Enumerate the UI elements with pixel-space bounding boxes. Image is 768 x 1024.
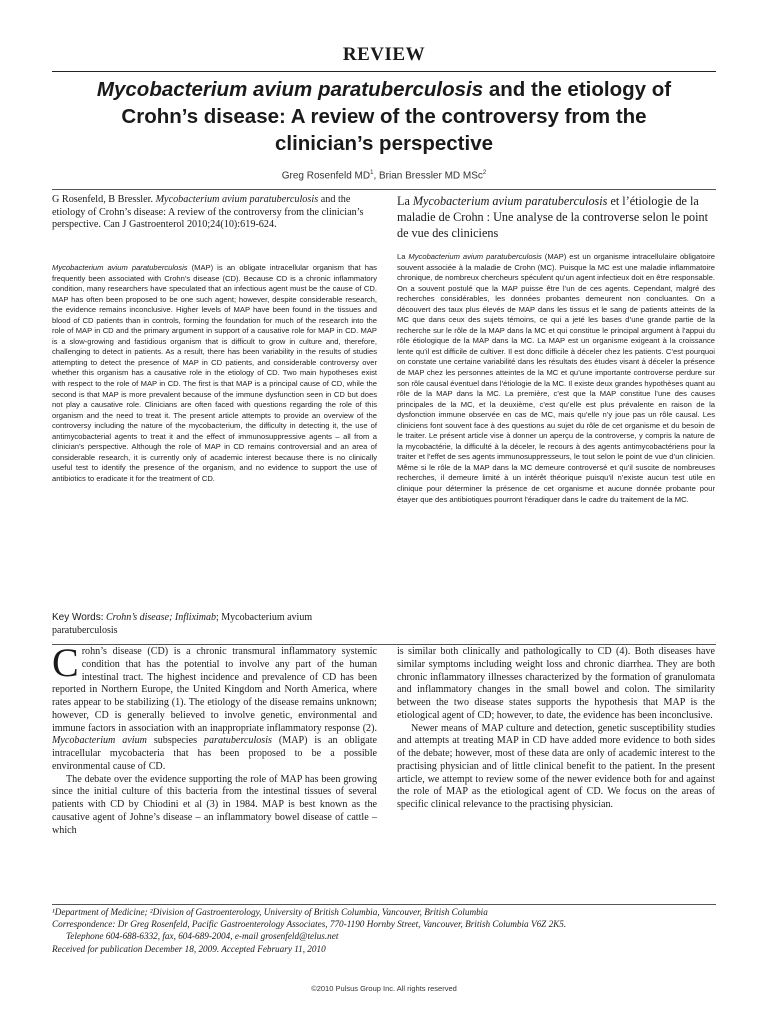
abstract-fr-text: (MAP) est un organisme intracellulaire obligatoire souvent associée à la maladie de Crohn (MC). Puisque la MC est une maladie inflammatoire chronique, de nombreux chercheurs spéculent qu’un agent infectieux doit en être responsable. On a souvent postulé que la MAP puisse être l’un de ces agents. Cependant, malgré des recherches considérables, les données probantes demeurent non concluantes. On a découvert des taux plus élevés de MAP dans les tissus et le sang de patients atteints de la MC que dans ceux des sujets témoins, ce qui a jeté les bases d’une grande partie de la recherche sur le rôle de la MAP dans la MC et qui constitue le principal argument à l’appui du rôle étiologique de la MAP dans la MC. La MAP est un organisme exigeant à la croissance lente qu’il est difficile de cultiver. Il est donc difficile à déceler chez les patients. C’est pourquoi on constate une certaine variabilité dans les résultats des études visant à déceler la présence de MAP chez les personnes atteintes de la MC et qu’une importante controverse perdure sur son rôle causal éventuel dans l’étiologie de la MC. Il existe deux grandes hypothèses quant au rôle de la MAP dans la MC. La première, c’est que la MAP constitue l’une des causes principales de la MC, et la deuxième, c’est qu’elle est plus prévalente en raison de la dysfonction immune observée en cas de MC, mais qu’elle n’y joue pas un rôle causal. Les cliniciens font souvent face à des questions au sujet du rôle de cet organisme et du besoin de le traiter. Le présent article vise à donner un aperçu de la controverse, y compris la nature de la mycobactérie, la difficulté à la déceler, le recours à des agents antimycobactériens pour la traiter et l’effet de ses agents immunosuppresseurs, le tout selon le point de vue d’un clinicien. Même si le rôle de la MAP dans la MC demeure controversé et qu’il suscite de nombreuses recherches, il demeure limité à un intérêt théorique puisqu’il n’existe aucun test utile en clinique pour déterminer la présence de cet organisme et aucune donnée probante pour étayer que des antibiotiques pourront l’éradiquer dans le cadre du traitement de la MC. [397,252,715,504]
p1-italic-2: paratuberculosis [203,735,272,747]
article-title [80,76,688,157]
p1-c: (MAP) is an obligate intracellular mycobacteria that has been proposed to be a possible environmental cause of CD. [52,735,377,772]
footnotes [52,906,716,955]
author-line [0,170,768,181]
keywords-label: Key Words [52,612,101,623]
body-column-right [397,646,715,812]
p1-a: rohn’s disease (CD) is a chronic transmural inflammatory systemic condition that has the potential to involve any part of the human intestinal tract. The highest incidence and prevalence of CD has been reported in Northern Europe, the United Kingdom and North America, where rates appear to be stabilizing (1). The etiology of the disease remains unknown; however, CD is generally believed to involve genetic, environmental and immune factors in association with an inappropriate inflammatory response (2). [52,646,377,734]
abstract-en-text: (MAP) is an obligate intracellular organism that has frequently been associated with Crohn’s disease (CD). Because CD is a chronic inflammatory condition, many researchers have speculated that an infectious agent must be the cause of CD. MAP has often been proposed to be one such agent; however, despite considerable research, the evidence remains inconclusive. Higher levels of MAP have been found in the tissues and blood of CD patients than in controls, forming the foundation for much of the research into the role of MAP in CD and the primary argument in support of a causative role for MAP in CD. MAP is a slow-growing and fastidious organism that is difficult to grow in culture and, therefore, challenging to detect in patients. As a result, there has been variability in the results of studies attempting to detect the presence of MAP in CD patients, and considerable controversy over whether this organism has a causative role in the etiology of CD. Two main hypotheses exist with respect to the role of MAP in CD. The first is that MAP is a principal cause of CD, while the second is that MAP is more prevalent because of the immune dysfunction seen in CD but does not play a causative role. Clinicians are often faced with questions regarding the role of this organism and the need to treat it. The present article attempts to provide an overview of the controversy including the nature of the mycobacterium, the difficulty in detecting it, the use of antimycobacterial agents to treat it and the effect of immunosuppressive agents – all from a clinician’s perspective. Although the role of MAP in CD remains controversial and an area of considerable research, it is currently only of academic interest because there is no clinically useful test to identify the presence of the organism, and no evidence to support the use of antibiotics to eradicate it for the treatment of CD. [52,263,377,483]
citation [52,194,377,232]
author-1-affil: 1 [370,170,374,176]
abstract-french [397,252,715,505]
p1-italic-1: Mycobacterium avium [52,735,147,747]
abstract-english [52,263,377,484]
header-rule [52,71,716,72]
footnote-rule [52,904,716,905]
body-paragraph-1 [52,640,377,774]
title-french [397,193,715,241]
authors-rule [52,189,716,190]
fr-title-prefix: La [397,194,413,208]
citation-title-rest: and the etiology of Crohn’s disease: A review of the controversy from the clinician’s perspective. Can J Gastroenterol 2010;24(10):619-624. [52,194,364,231]
footnote-contact: Telephone 604-688-6332, fax, 604-689-2004, e-mail grosenfeld@telus.net [66,931,339,942]
footnote-received: Received for publication December 18, 2009. Accepted February 11, 2010 [52,943,326,954]
footnote-correspondence: Correspondence: Dr Greg Rosenfeld, Pacific Gastroenterology Associates, 770-1190 Hornby Street, Vancouver, British Columbia V6Z 2K5. [52,919,567,930]
body-paragraph-3: is similar both clinically and pathologically to CD (4). Both diseases have similar symptoms including weight loss and chronic diarrhea. They are both chronic inflammatory illnesses characterized by the formation of granulomata and inflammatory changes in the small bowel and colon. The similarity between the two disease states supports the hypothesis that MAP is the etiological agent of CD; however, to date, the evidence has been inconclusive. [397,646,715,721]
keywords-rest: ; Mycobacterium avium paratuberculosis [52,612,313,636]
abstract-fr-prefix: La [397,252,409,261]
title-rest: and the etiology of Crohn’s disease: A review of the controversy from the clinician’s perspective [121,78,672,155]
keywords-italic: Crohn’s disease; Infliximab [106,612,217,623]
fr-title-italic: Mycobacterium avium paratuberculosis [412,194,608,208]
author-2: Brian Bressler MD MSc [379,170,483,182]
author-separator: , [373,170,380,182]
body-paragraph-4: Newer means of MAP culture and detection, genetic susceptibility studies and attempts at treating MAP in CD have added more evidence to both sides of the debate; however, most of these data are only of academic interest to the practising physician and of little clinical benefit to the patient. In the present article, we attempt to review some of the newer evidence both for and against the role of MAP as the etiological agent of CD. We focus on the areas of specific clinical relevance to the practising physician. [397,722,715,810]
section-label: REVIEW [342,44,426,65]
copyright: ©2010 Pulsus Group Inc. All rights reserved [311,984,457,993]
body-column-left [52,640,377,837]
fr-title-rest: et l’étiologie de la maladie de Crohn : Une analyse de la controverse selon le point de vue des cliniciens [397,194,709,240]
keywords [52,612,377,637]
citation-title-italic: Mycobacterium avium paratuberculosis [155,194,319,205]
p1-b: subspecies [146,735,204,747]
drop-cap: C [52,640,79,685]
abstract-fr-italic: Mycobacterium avium paratuberculosis [408,252,542,261]
author-2-affil: 2 [482,170,487,176]
author-1: Greg Rosenfeld MD [281,170,371,182]
body-paragraph-2: The debate over the evidence supporting the role of MAP has been growing since the initial culture of this bacteria from the intestinal tissues of several patients with CD by Chiodini et al (3) in 1984. MAP is best known as the causative agent of Johne’s disease – an inflammatory bowel disease of cattle – which [52,773,377,836]
citation-authors: G Rosenfeld, B Bressler. [52,194,156,205]
abstract-en-italic: Mycobacterium avium paratuberculosis [52,263,188,272]
footnote-affiliations: ¹Department of Medicine; ²Division of Gastroenterology, University of British Columbia, Vancouver, British Columbia [52,907,488,917]
body-rule [52,644,716,645]
title-italic: Mycobacterium avium paratuberculosis [96,78,484,101]
keywords-sep: : [100,612,107,623]
